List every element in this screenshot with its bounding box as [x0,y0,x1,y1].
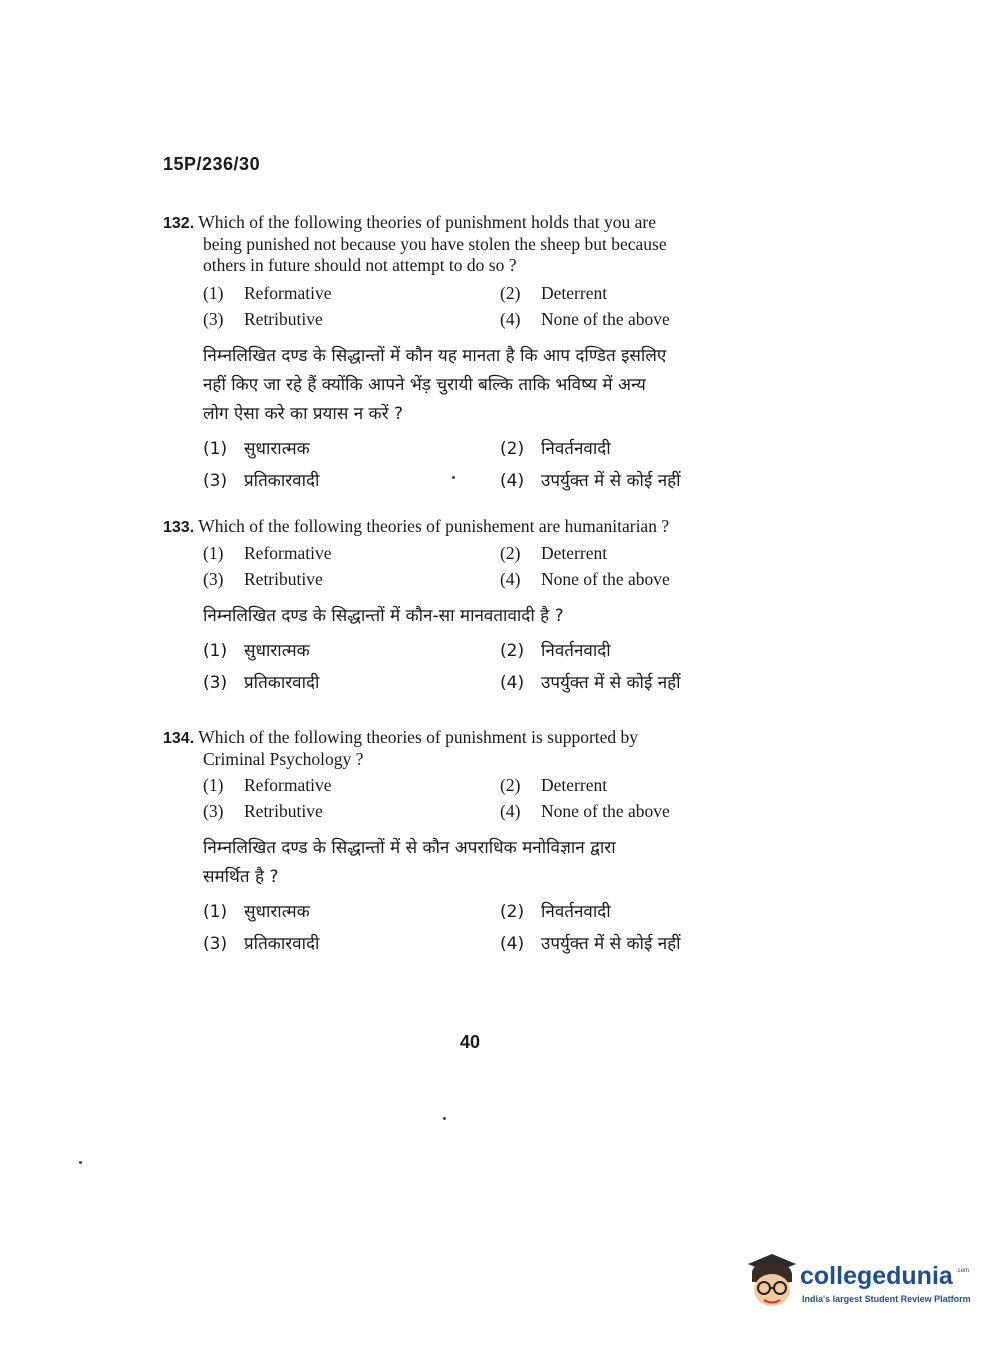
scan-speck [452,476,455,479]
question-text-line: Criminal Psychology ? [203,749,364,769]
option-3: (3) Retributive [203,309,323,329]
collegedunia-logo [742,1250,972,1312]
option-4: (4) None of the above [500,801,670,821]
scan-speck [79,1161,82,1164]
question-134 [163,727,788,960]
paper-code: 15P/236/30 [163,154,261,174]
hindi-question [203,342,788,429]
hindi-question [203,834,788,892]
question-number: 133. [163,519,195,536]
option-1: (1) Reformative [203,775,332,795]
option-1: (1) Reformative [203,283,332,303]
hindi-text-line: निम्नलिखित दण्ड के सिद्धान्तों में कौन-सा मानवतावादी है ? [203,606,564,626]
hindi-options [203,433,788,497]
english-options [203,772,788,824]
hindi-options [203,635,788,699]
option-2: (2) Deterrent [500,775,608,795]
option-2: (2) निवर्तनवादी [500,902,611,922]
option-4: (4) None of the above [500,309,670,329]
option-3: (3) Retributive [203,801,323,821]
hindi-question [203,602,788,631]
logo-brand: collegedunia [800,1262,953,1290]
question-132 [163,212,788,497]
option-3: (3) प्रतिकारवादी [203,471,320,491]
option-3: (3) प्रतिकारवादी [203,673,320,693]
option-1: (1) Reformative [203,543,332,563]
option-2: (2) Deterrent [500,543,608,563]
hindi-text-line: निम्नलिखित दण्ड के सिद्धान्तों में कौन यह मानता है कि आप दण्डित इसलिए [203,346,667,366]
english-options [203,540,788,592]
question-text-line: being punished not because you have stolen the sheep but because [203,234,667,254]
scan-speck [443,1117,446,1120]
question-text-line: Which of the following theories of punishment holds that you are [198,212,657,232]
hindi-text-line: निम्नलिखित दण्ड के सिद्धान्तों में से कौन अपराधिक मनोविज्ञान द्वारा [203,838,616,858]
option-2: (2) निवर्तनवादी [500,641,611,661]
option-1: (1) सुधारात्मक [203,902,310,922]
logo-tagline: India's largest Student Review Platform [802,1294,971,1304]
option-4: (4) उपर्युक्त में से कोई नहीं [500,471,681,491]
question-text-line: Which of the following theories of punishement are humanitarian ? [198,516,670,536]
hindi-text-line: समर्थित है ? [203,867,279,887]
option-4: (4) None of the above [500,569,670,589]
question-text-line: Which of the following theories of punishment is supported by [198,727,639,747]
question-133 [163,516,788,699]
option-2: (2) निवर्तनवादी [500,439,611,459]
page-number: 40 [460,1032,481,1052]
option-1: (1) सुधारात्मक [203,641,310,661]
student-mascot-icon [742,1250,798,1312]
logo-domain: .com [956,1268,970,1274]
option-3: (3) प्रतिकारवादी [203,934,320,954]
question-text-line: others in future should not attempt to do so ? [203,255,517,275]
option-4: (4) उपर्युक्त में से कोई नहीं [500,673,681,693]
hindi-text-line: लोग ऐसा करे का प्रयास न करें ? [203,404,403,424]
hindi-options [203,896,788,960]
hindi-text-line: नहीं किए जा रहे हैं क्योंकि आपने भेंड़ चुरायी बल्कि ताकि भविष्य में अन्य [203,375,646,395]
question-number: 134. [163,730,195,747]
option-3: (3) Retributive [203,569,323,589]
option-4: (4) उपर्युक्त में से कोई नहीं [500,934,681,954]
question-number: 132. [163,215,195,232]
english-options [203,280,788,332]
option-2: (2) Deterrent [500,283,608,303]
option-1: (1) सुधारात्मक [203,439,310,459]
